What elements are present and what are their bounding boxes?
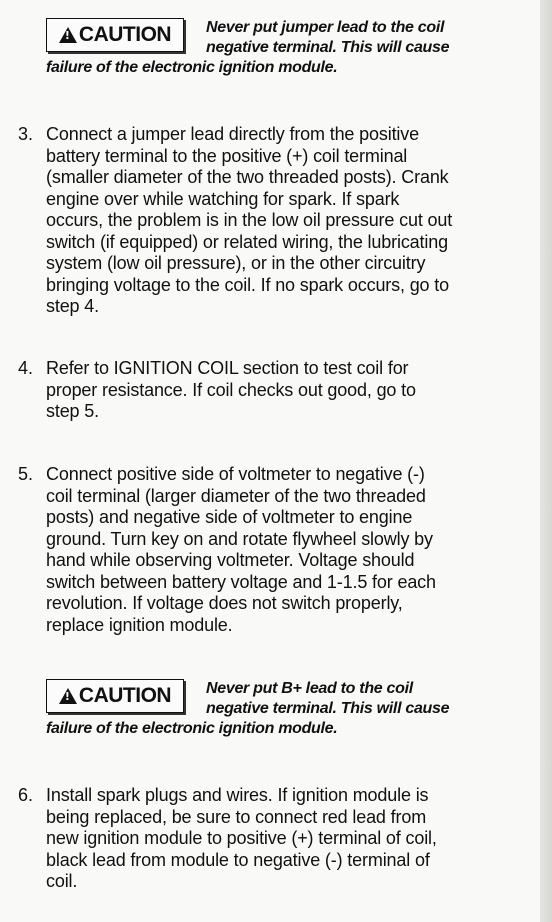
text-line: proper resistance. If coil checks out good, go to [46, 379, 416, 400]
text-line: occurs, the problem is in the low oil pressure cut out [46, 210, 453, 230]
text-line: battery terminal to the positive (+) coil terminal [46, 145, 408, 166]
text-line: being replaced, be sure to connect red lead from [46, 806, 427, 827]
text-line: switch (if equipped) or related wiring, the lubricating [46, 231, 448, 252]
step-text [46, 358, 498, 423]
step-text [46, 124, 498, 318]
caution-line: Never put B+ lead to the coil [206, 680, 413, 697]
step-number: 4. [18, 358, 34, 378]
text-line: hand while observing voltmeter. Voltage should [46, 550, 415, 570]
text-line: black lead from module to negative (-) terminal of [46, 849, 430, 870]
caution-line: failure of the electronic ignition module. [46, 720, 338, 737]
warning-triangle-icon [59, 27, 77, 43]
caution-badge [46, 18, 184, 52]
text-line: ground. Turn key on and rotate flywheel slowly by [46, 528, 433, 549]
text-line: new ignition module to positive (+) terminal of coil, [46, 828, 437, 848]
text-line: Refer to IGNITION COIL section to test coil for [46, 358, 409, 378]
text-line: Install spark plugs and wires. If ignition module is [46, 785, 429, 805]
text-line: (smaller diameter of the two threaded posts). Crank [46, 167, 449, 187]
step-number: 5. [18, 464, 34, 484]
text-line: bringing voltage to the coil. If no spark occurs, go to [46, 274, 449, 295]
step-number: 6. [18, 785, 34, 805]
step-6 [18, 785, 498, 893]
caution-label: CAUTION [78, 684, 172, 707]
step-text [46, 464, 498, 636]
text-line: Connect a jumper lead directly from the positive [46, 124, 419, 144]
text-line: engine over while watching for spark. If spark [46, 188, 400, 209]
caution-line: failure of the electronic ignition module. [46, 59, 338, 76]
text-line: switch between battery voltage and 1-1.5 for each [46, 571, 436, 592]
caution-notice-2 [46, 679, 498, 739]
step-5 [18, 464, 498, 636]
step-4 [18, 358, 498, 423]
text-line: coil terminal (larger diameter of the two threaded [46, 485, 426, 506]
caution-message [206, 18, 449, 58]
caution-line: negative terminal. This will cause [206, 700, 450, 717]
text-line: coil. [46, 871, 78, 891]
text-line: Connect positive side of voltmeter to negative (-) [46, 464, 425, 484]
caution-line: negative terminal. This will cause [206, 39, 450, 56]
text-line: step 5. [46, 401, 99, 421]
text-line: revolution. If voltage does not switch properly, [46, 593, 403, 613]
caution-badge [46, 679, 184, 713]
step-number: 3. [18, 124, 34, 144]
page-edge [540, 0, 552, 922]
text-line: posts) and negative side of voltmeter to engine [46, 507, 413, 527]
caution-notice-1 [46, 18, 498, 78]
step-3 [18, 124, 498, 318]
caution-message [206, 679, 449, 719]
text-line: replace ignition module. [46, 614, 233, 635]
caution-line: Never put jumper lead to the coil [206, 19, 445, 36]
warning-triangle-icon [59, 688, 77, 704]
caution-label: CAUTION [78, 23, 172, 46]
text-line: step 4. [46, 296, 99, 316]
step-text [46, 785, 498, 893]
text-line: system (low oil pressure), or in the other circuitry [46, 253, 426, 273]
